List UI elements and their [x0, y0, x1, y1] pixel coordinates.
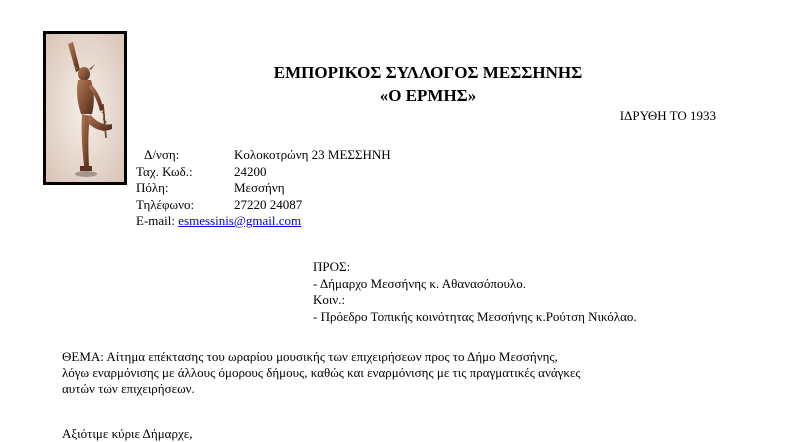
cc-recipient: - Πρόεδρο Τοπικής κοινότητας Μεσσήνης κ.Ρούτση Νικόλαο. — [313, 308, 637, 324]
subject-paragraph — [62, 349, 722, 397]
salutation: Αξιότιμε κύριε Δήμαρχε, — [62, 426, 193, 441]
city-label: Πόλη: — [136, 180, 169, 195]
contact-block — [136, 147, 391, 230]
subject-line-3: αυτών των επιχειρήσεων. — [62, 381, 195, 396]
phone-row — [136, 197, 391, 214]
to-recipient: - Δήμαρχο Μεσσήνης κ. Αθανασόπουλο. — [313, 275, 526, 291]
hermes-statue-logo-icon — [46, 34, 124, 182]
city-row — [136, 180, 391, 197]
cc-label: Κοιν.: — [313, 292, 346, 307]
address-row — [136, 147, 391, 164]
postcode-label: Ταχ. Κωδ.: — [136, 163, 193, 179]
address-value: Κολοκοτρώνη 23 ΜΕΣΣΗΝΗ — [234, 147, 391, 162]
to-label: ΠΡΟΣ: — [313, 259, 351, 274]
email-link[interactable]: esmessinis@gmail.com — [178, 213, 302, 228]
phone-label: Τηλέφωνο: — [136, 196, 195, 212]
email-row — [136, 213, 391, 230]
email-label: E-mail: — [136, 213, 175, 228]
subject-line-1: ΘΕΜΑ: Αίτημα επέκτασης του ωραρίου μουσικής των επιχειρήσεων προς το Δήμο Μεσσήνης, — [62, 349, 558, 364]
organization-nickname: «Ο ΕΡΜΗΣ» — [379, 86, 477, 105]
subject-line-2: λόγω εναρμόνισης με άλλους όμορους δήμους, καθώς και εναρμόνισης με τις πραγματικές ανάγκες — [62, 365, 581, 380]
phone-value: 27220 24087 — [234, 196, 303, 212]
city-value: Μεσσήνη — [234, 180, 285, 195]
recipients-block — [313, 259, 637, 325]
logo-frame — [43, 31, 127, 185]
founded-year: ΙΔΡΥΘΗ ΤΟ 1933 — [619, 108, 716, 123]
organization-name: ΕΜΠΟΡΙΚΟΣ ΣΥΛΛΟΓΟΣ ΜΕΣΣΗΝΗΣ — [273, 63, 583, 82]
address-label: Δ/νση: — [144, 147, 180, 162]
postcode-row — [136, 164, 391, 181]
postcode-value: 24200 — [234, 163, 267, 179]
